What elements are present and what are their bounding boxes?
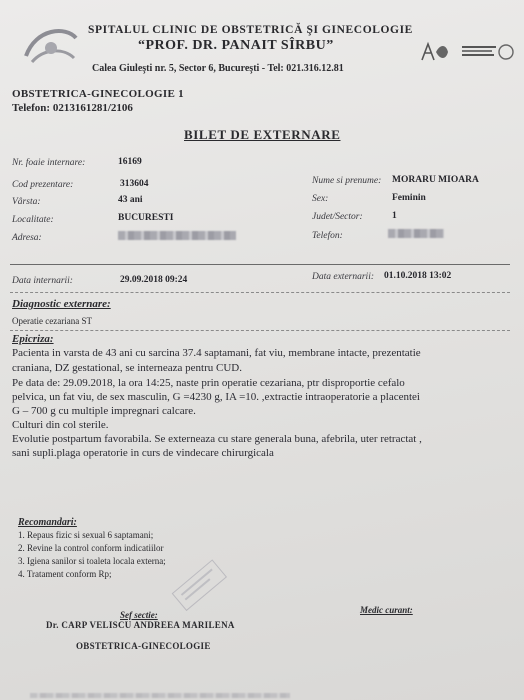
county: 1 (392, 211, 397, 221)
sex-label: Sex: (312, 194, 329, 204)
epicrisis-line: G – 700 g cu multiple impregnari calcare. (12, 405, 196, 417)
recommendation-item: 1. Repaus fizic si sexual 6 saptamani; (18, 530, 154, 540)
recommendation-item: 3. Igiena sanilor si toaleta locala externa; (18, 556, 166, 566)
divider-dashed (10, 292, 510, 293)
admission-date: 29.09.2018 09:24 (120, 275, 188, 285)
epicrisis-line: craniana, DZ gestational, se interneaza pentru CUD. (12, 362, 242, 374)
epicrisis-line: Pe data de: 29.09.2018, la ora 14:25, naste prin operatie cezariana, ptr disproportie cefalo (12, 377, 405, 389)
sex: Feminin (392, 193, 426, 203)
epicrisis-line: Culturi din col sterile. (12, 419, 109, 431)
diagnosis-heading: Diagnostic externare: (12, 298, 111, 310)
hospital-name-line1: SPITALUL CLINIC DE OBSTETRICĂ ŞI GINECOLOGIE (88, 24, 413, 36)
head-of-department-label: Sef sectie: (120, 610, 158, 620)
divider (10, 264, 510, 265)
phone-redacted (388, 229, 444, 238)
accreditation-logo-icon (418, 40, 514, 64)
locality-label: Localitate: (12, 215, 54, 225)
hospital-name-line2: “PROF. DR. PANAIT SÎRBU” (138, 38, 334, 53)
record-number: 16169 (118, 157, 142, 167)
patient-name-label: Nume si prenume: (312, 176, 382, 186)
presentation-code-label: Cod prezentare: (12, 180, 74, 190)
diagnosis-value: Operatie cezariana ST (12, 316, 92, 326)
department-name: OBSTETRICA-GINECOLOGIE 1 (12, 88, 184, 100)
stamp-icon (160, 556, 240, 616)
department-phone: Telefon: 0213161281/2106 (12, 102, 133, 114)
age-label: Vârsta: (12, 197, 41, 207)
discharge-date: 01.10.2018 13:02 (384, 271, 452, 281)
patient-phone-label: Telefon: (312, 231, 343, 241)
epicrisis-heading: Epicriza: (12, 333, 54, 345)
record-number-label: Nr. foaie internare: (12, 158, 86, 168)
head-of-department-name: Dr. CARP VELISCU ANDREEA MARILENA (46, 620, 235, 630)
hospital-address: Calea Giuleşti nr. 5, Sector 6, Bucureşti - Tel: 021.316.12.81 (92, 63, 344, 74)
department-footer: OBSTETRICA-GINECOLOGIE (76, 641, 211, 651)
discharge-date-label: Data externarii: (312, 272, 375, 282)
document-title: BILET DE EXTERNARE (184, 127, 341, 142)
recommendations-heading: Recomandari: (18, 517, 77, 528)
age: 43 ani (118, 195, 143, 205)
address-label: Adresa: (12, 233, 42, 243)
hospital-logo-icon (18, 18, 84, 80)
recommendation-item: 4. Tratament conform Rp; (18, 569, 112, 579)
admission-date-label: Data internarii: (12, 276, 73, 286)
recommendation-item: 2. Revine la control conform indicatiilor (18, 543, 164, 553)
address-redacted (118, 231, 236, 240)
epicrisis-line: pelvica, un fat viu, de sex masculin, G =4230 g, IA =10. ,extractie intraoperatorie a placentei (12, 391, 420, 403)
presentation-code: 313604 (120, 179, 149, 189)
epicrisis-line: Pacienta in varsta de 43 ani cu sarcina 37.4 saptamani, fat viu, membrane intacte, prezentatie (12, 347, 421, 359)
county-label: Judet/Sector: (312, 212, 363, 222)
patient-name: MORARU MIOARA (392, 175, 479, 185)
epicrisis-line: sani supli.plaga operatorie in curs de vindecare chirurgicala (12, 447, 274, 459)
epicrisis-line: Evolutie postpartum favorabila. Se externeaza cu stare generala buna, afebrila, uter retractat , (12, 433, 422, 445)
divider-dashed (10, 330, 510, 331)
footer-faded (30, 693, 290, 698)
locality: BUCURESTI (118, 213, 174, 223)
attending-doctor-label: Medic curant: (360, 605, 413, 615)
